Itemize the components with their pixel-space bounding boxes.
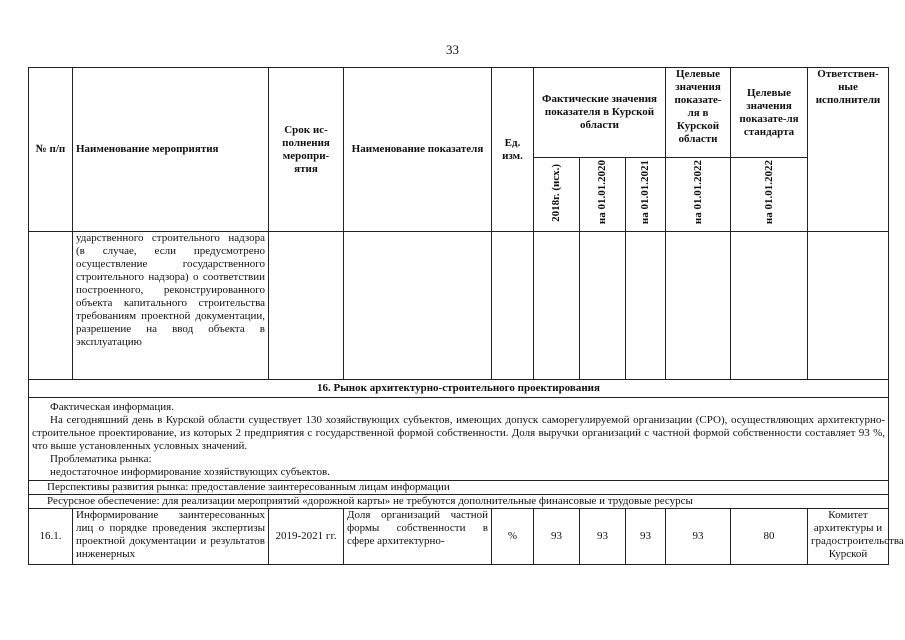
row-unit: % [492,509,534,565]
roadmap-table [28,67,904,565]
problems-heading: Проблематика рынка: [50,453,152,465]
header-responsible: Ответствен-ные исполнители [808,68,889,232]
resources-text: Ресурсное обеспечение: для реализации мероприятий «дорожной карты» не требуются дополнительные финансовые и трудовые ресурсы [29,495,889,509]
info-text: На сегодняшний день в Курской области существует 130 хозяйствующих субъектов, имеющих допуск саморегулируемой организации (СРО), осуществляющих архитектурно-строительное проектирование, из которых 2 предприятия с государственной формой собственности. Доля выручки организаций с частной формой собственности составляет 93 %, что выше установленных условных значений. [32,414,885,452]
row-name: Информирование заинтересованных лиц о порядке проведения экспертизы проектной документации и результатов инженерных [73,509,269,565]
page-number: 33 [446,42,459,57]
header-2022-region: на 01.01.2022 [691,160,704,225]
problems-text: недостаточное информирование хозяйствующих субъектов. [50,466,330,478]
header-term: Срок ис-полнения меропри-ятия [269,68,344,232]
row-responsible: Комитет архитектуры и градостроительства Курской [808,509,889,565]
row-num: 16.1. [29,509,73,565]
prospects-text: Перспективы развития рынка: предоставление заинтересованным лицам информации [29,481,889,495]
row-v2018: 93 [534,509,580,565]
header-name: Наименование мероприятия [73,68,269,232]
header-unit: Ед. изм. [492,68,534,232]
header-target-region: Целевые значения показате-ля в Курской области [666,68,731,158]
header-target-standard: Целевые значения показате-ля стандарта [731,68,808,158]
section-info [29,398,889,481]
header-2020: на 01.01.2020 [596,160,608,225]
continued-row-text: ударственного строительного надзора (в случае, если предусмотрено осуществление государственного строительного надзора) о соответствии построенного, реконструированного объекта капитального строительства требованиям проектной документации, разрешение на ввод объекта в эксплуатацию [73,232,269,380]
row-v2022-region: 93 [666,509,731,565]
header-2018: 2018г. (исх.) [550,163,562,222]
header-2022-standard: на 01.01.2022 [762,160,775,225]
header-actual: Фактические значения показателя в Курской области [534,68,666,158]
header-2021: на 01.01.2021 [639,160,651,225]
header-num: № п/п [29,68,73,232]
row-v2020: 93 [580,509,626,565]
row-indicator: Доля организаций частной формы собственности в сфере архитектурно- [344,509,492,565]
header-indicator: Наименование показателя [344,68,492,232]
row-term: 2019-2021 гг. [269,509,344,565]
row-v2022-standard: 80 [731,509,808,565]
row-v2021: 93 [626,509,666,565]
info-heading: Фактическая информация. [50,401,174,413]
section-title: 16. Рынок архитектурно-строительного проектирования [29,380,889,398]
